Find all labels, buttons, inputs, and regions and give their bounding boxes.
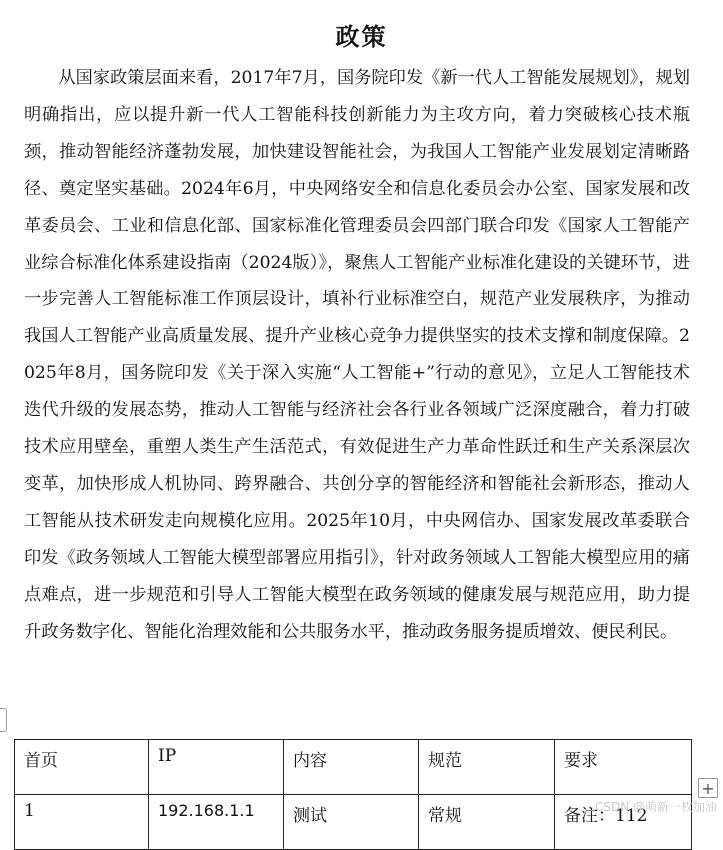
- add-row-button[interactable]: +: [698, 778, 718, 798]
- table-cell[interactable]: 常规: [419, 795, 555, 850]
- document-title: 政策: [335, 22, 388, 52]
- table-header-cell[interactable]: 首页: [15, 740, 149, 795]
- table-cell[interactable]: 备注：112: [555, 795, 692, 850]
- paragraph-gutter-marker: [0, 708, 7, 732]
- data-table: [14, 739, 692, 850]
- table-cell[interactable]: 测试: [284, 795, 419, 850]
- table-cell[interactable]: 1: [15, 795, 149, 850]
- table-header-cell[interactable]: 要求: [555, 740, 692, 795]
- table-header-cell[interactable]: IP: [149, 740, 284, 795]
- table-header-row: [15, 740, 692, 795]
- table-row: [15, 795, 692, 850]
- policy-paragraph[interactable]: 从国家政策层面来看，2017年7月，国务院印发《新一代人工智能发展规划》，规划明确指出，应以提升新一代人工智能科技创新能力为主攻方向，着力突破核心技术瓶颈，推动智能经济蓬勃发展，加快建设智能社会，为我国人工智能产业发展划定清晰路径、奠定坚实基础。2024年6月，中央网络安全和信息化委员会办公室、国家发展和改革委员会、工业和信息化部、国家标准化管理委员会四部门联合印发《国家人工智能产业综合标准化体系建设指南（2024版）》，聚焦人工智能产业标准化建设的关键环节，进一步完善人工智能标准工作顶层设计，填补行业标准空白，规范产业发展秩序，为推动我国人工智能产业高质量发展、提升产业核心竞争力提供坚实的技术支撑和制度保障。2025年8月，国务院印发《关于深入实施“人工智能+”行动的意见》，立足人工智能技术迭代升级的发展态势，推动人工智能与经济社会各行业各领域广泛深度融合，着力打破技术应用壁垒，重塑人类生产生活范式，有效促进生产力革命性跃迁和生产关系深层次变革，加快形成人机协同、跨界融合、共创分享的智能经济和智能社会新形态，推动人工智能从技术研发走向规模化应用。2025年10月，中央网信办、国家发展改革委联合印发《政务领域人工智能大模型部署应用指引》，针对政务领域人工智能大模型应用的痛点难点，进一步规范和引导人工智能大模型在政务领域的健康发展与规范应用，助力提升政务数字化、智能化治理效能和公共服务水平，推动政务服务提质增效、便民利民。: [24, 68, 690, 642]
- table-cell[interactable]: 192.168.1.1: [149, 795, 284, 850]
- watermark: CSDN @萌新一枚加油: [594, 800, 717, 814]
- table-header-cell[interactable]: 内容: [284, 740, 419, 795]
- table-header-cell[interactable]: 规范: [419, 740, 555, 795]
